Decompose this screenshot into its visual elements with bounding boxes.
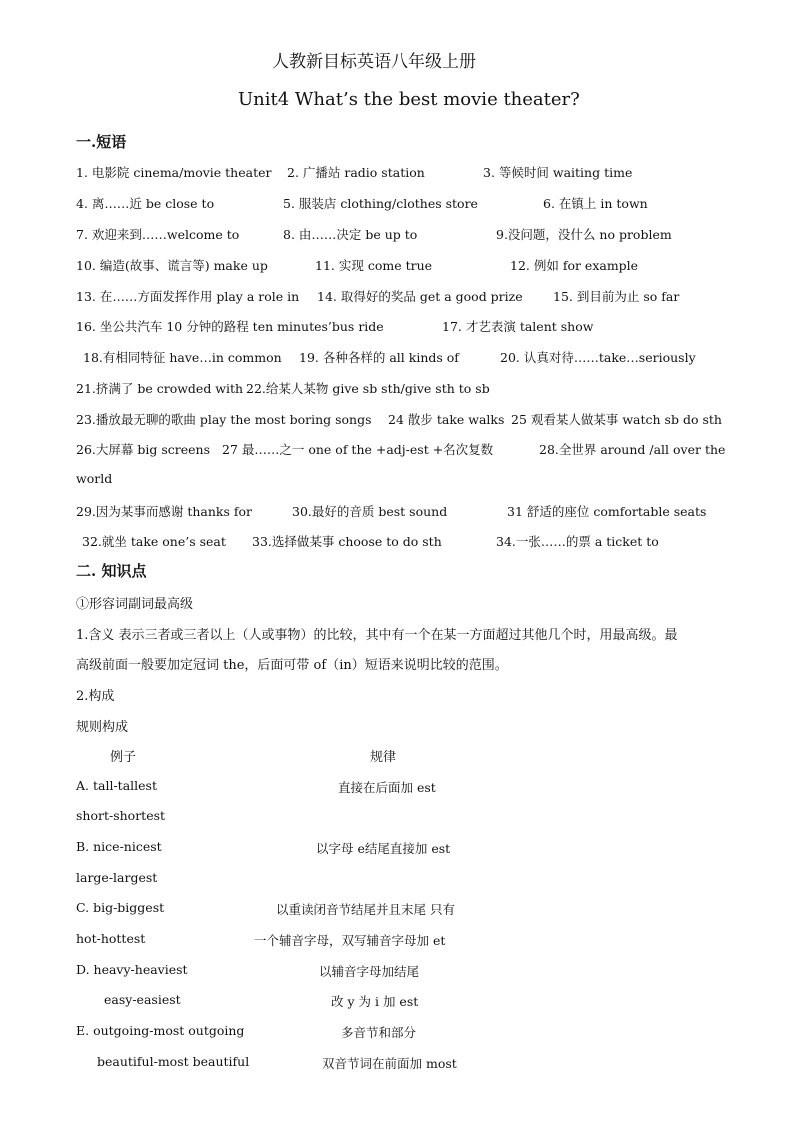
phrase-item: 32.就坐 take one’s seat (82, 534, 226, 549)
example-word: large-largest (76, 870, 158, 885)
column-header-rule: 规律 (370, 750, 397, 765)
example-word: beautiful-most beautiful (97, 1054, 250, 1069)
phrase-item: 6. 在镇上 in town (543, 196, 648, 211)
phrase-item: 27 最……之一 one of the +adj-est +名次复数 (222, 442, 494, 457)
phrase-item: 20. 认真对待……take…seriously (500, 350, 696, 365)
section-heading-knowledge: 二. 知识点 (76, 562, 147, 580)
phrase-item: 4. 离……近 be close to (76, 196, 215, 211)
phrase-item: 16. 坐公共汽车 10 分钟的路程 ten minutes’bus ride (76, 319, 384, 334)
rule-text: 改 y 为 i 加 est (331, 994, 419, 1009)
document-subtitle: Unit4 What’s the best movie theater? (238, 89, 580, 110)
rule-text: 双音节词在前面加 most (322, 1056, 457, 1071)
example-word: B. nice-nicest (76, 839, 162, 854)
phrase-item: 31 舒适的座位 comfortable seats (507, 504, 707, 519)
phrase-item: 15. 到目前为止 so far (553, 289, 680, 304)
phrase-item: 18.有相同特征 have…in common (83, 350, 282, 365)
subsection-title: ①形容词副词最高级 (76, 597, 194, 612)
phrase-item: 30.最好的音质 best sound (292, 504, 448, 519)
phrase-item: 14. 取得好的奖品 get a good prize (317, 289, 523, 304)
phrase-item: 24 散步 take walks (388, 412, 505, 427)
example-word: C. big-biggest (76, 900, 165, 915)
example-word: E. outgoing-most outgoing (76, 1023, 245, 1038)
rule-text: 以辅音字母加结尾 (319, 964, 420, 979)
rule-text: 以字母 e结尾直接加 est (316, 841, 451, 856)
phrase-item: 34.一张……的票 a ticket to (496, 534, 659, 549)
phrase-item: 21.挤满了 be crowded with (76, 381, 244, 396)
phrase-item: 22.给某人某物 give sb sth/give sth to sb (246, 381, 490, 396)
phrase-item: 12. 例如 for example (510, 258, 639, 273)
phrase-item: 11. 实现 come true (315, 258, 433, 273)
rule-text: 以重读闭音节结尾并且末尾 只有 (276, 902, 455, 917)
definition-line: 1.含义 表示三者或三者以上（人或事物）的比较，其中有一个在某一方面超过其他几个时，用最高级。最 (76, 628, 678, 643)
phrase-item: 5. 服装店 clothing/clothes store (283, 196, 478, 211)
phrase-item: 26.大屏幕 big screens (76, 442, 210, 457)
phrase-item: 33.选择做某事 choose to do sth (252, 534, 442, 549)
phrase-item: 19. 各种各样的 all kinds of (299, 350, 459, 365)
regular-formation-label: 规则构成 (76, 720, 129, 735)
rule-text: 多音节和部分 (341, 1025, 417, 1040)
example-word: hot-hottest (76, 931, 146, 946)
definition-line: 高级前面一般要加定冠词 the，后面可带 of（in）短语来说明比较的范围。 (76, 658, 508, 673)
phrase-item: 1. 电影院 cinema/movie theater (76, 165, 272, 180)
phrase-item: 8. 由……决定 be up to (283, 227, 418, 242)
phrase-item: 10. 编造(故事、谎言等) make up (76, 258, 268, 273)
section-heading-phrases: 一.短语 (76, 133, 127, 151)
formation-heading: 2.构成 (76, 689, 115, 704)
phrase-item: 28.全世界 around /all over the (539, 442, 726, 457)
document-title: 人教新目标英语八年级上册 (272, 52, 476, 72)
phrase-item: 9.没问题，没什么 no problem (496, 227, 672, 242)
example-word: short-shortest (76, 808, 166, 823)
phrase-item: 23.播放最无聊的歌曲 play the most boring songs (76, 412, 372, 427)
column-header-example: 例子 (110, 750, 137, 765)
rule-text: 一个辅音字母，双写辅音字母加 et (254, 933, 446, 948)
example-word: easy-easiest (104, 992, 181, 1007)
phrase-item: 17. 才艺表演 talent show (442, 319, 594, 334)
rule-text: 直接在后面加 est (338, 780, 436, 795)
phrase-item: 13. 在……方面发挥作用 play a role in (76, 289, 300, 304)
phrase-item-continuation: world (76, 471, 113, 486)
example-word: D. heavy-heaviest (76, 962, 188, 977)
phrase-item: 7. 欢迎来到……welcome to (76, 227, 240, 242)
phrase-item: 25 观看某人做某事 watch sb do sth (511, 412, 722, 427)
phrase-item: 29.因为某事而感谢 thanks for (76, 504, 253, 519)
phrase-item: 2. 广播站 radio station (287, 165, 425, 180)
phrase-item: 3. 等候时间 waiting time (483, 165, 633, 180)
example-word: A. tall-tallest (76, 778, 157, 793)
